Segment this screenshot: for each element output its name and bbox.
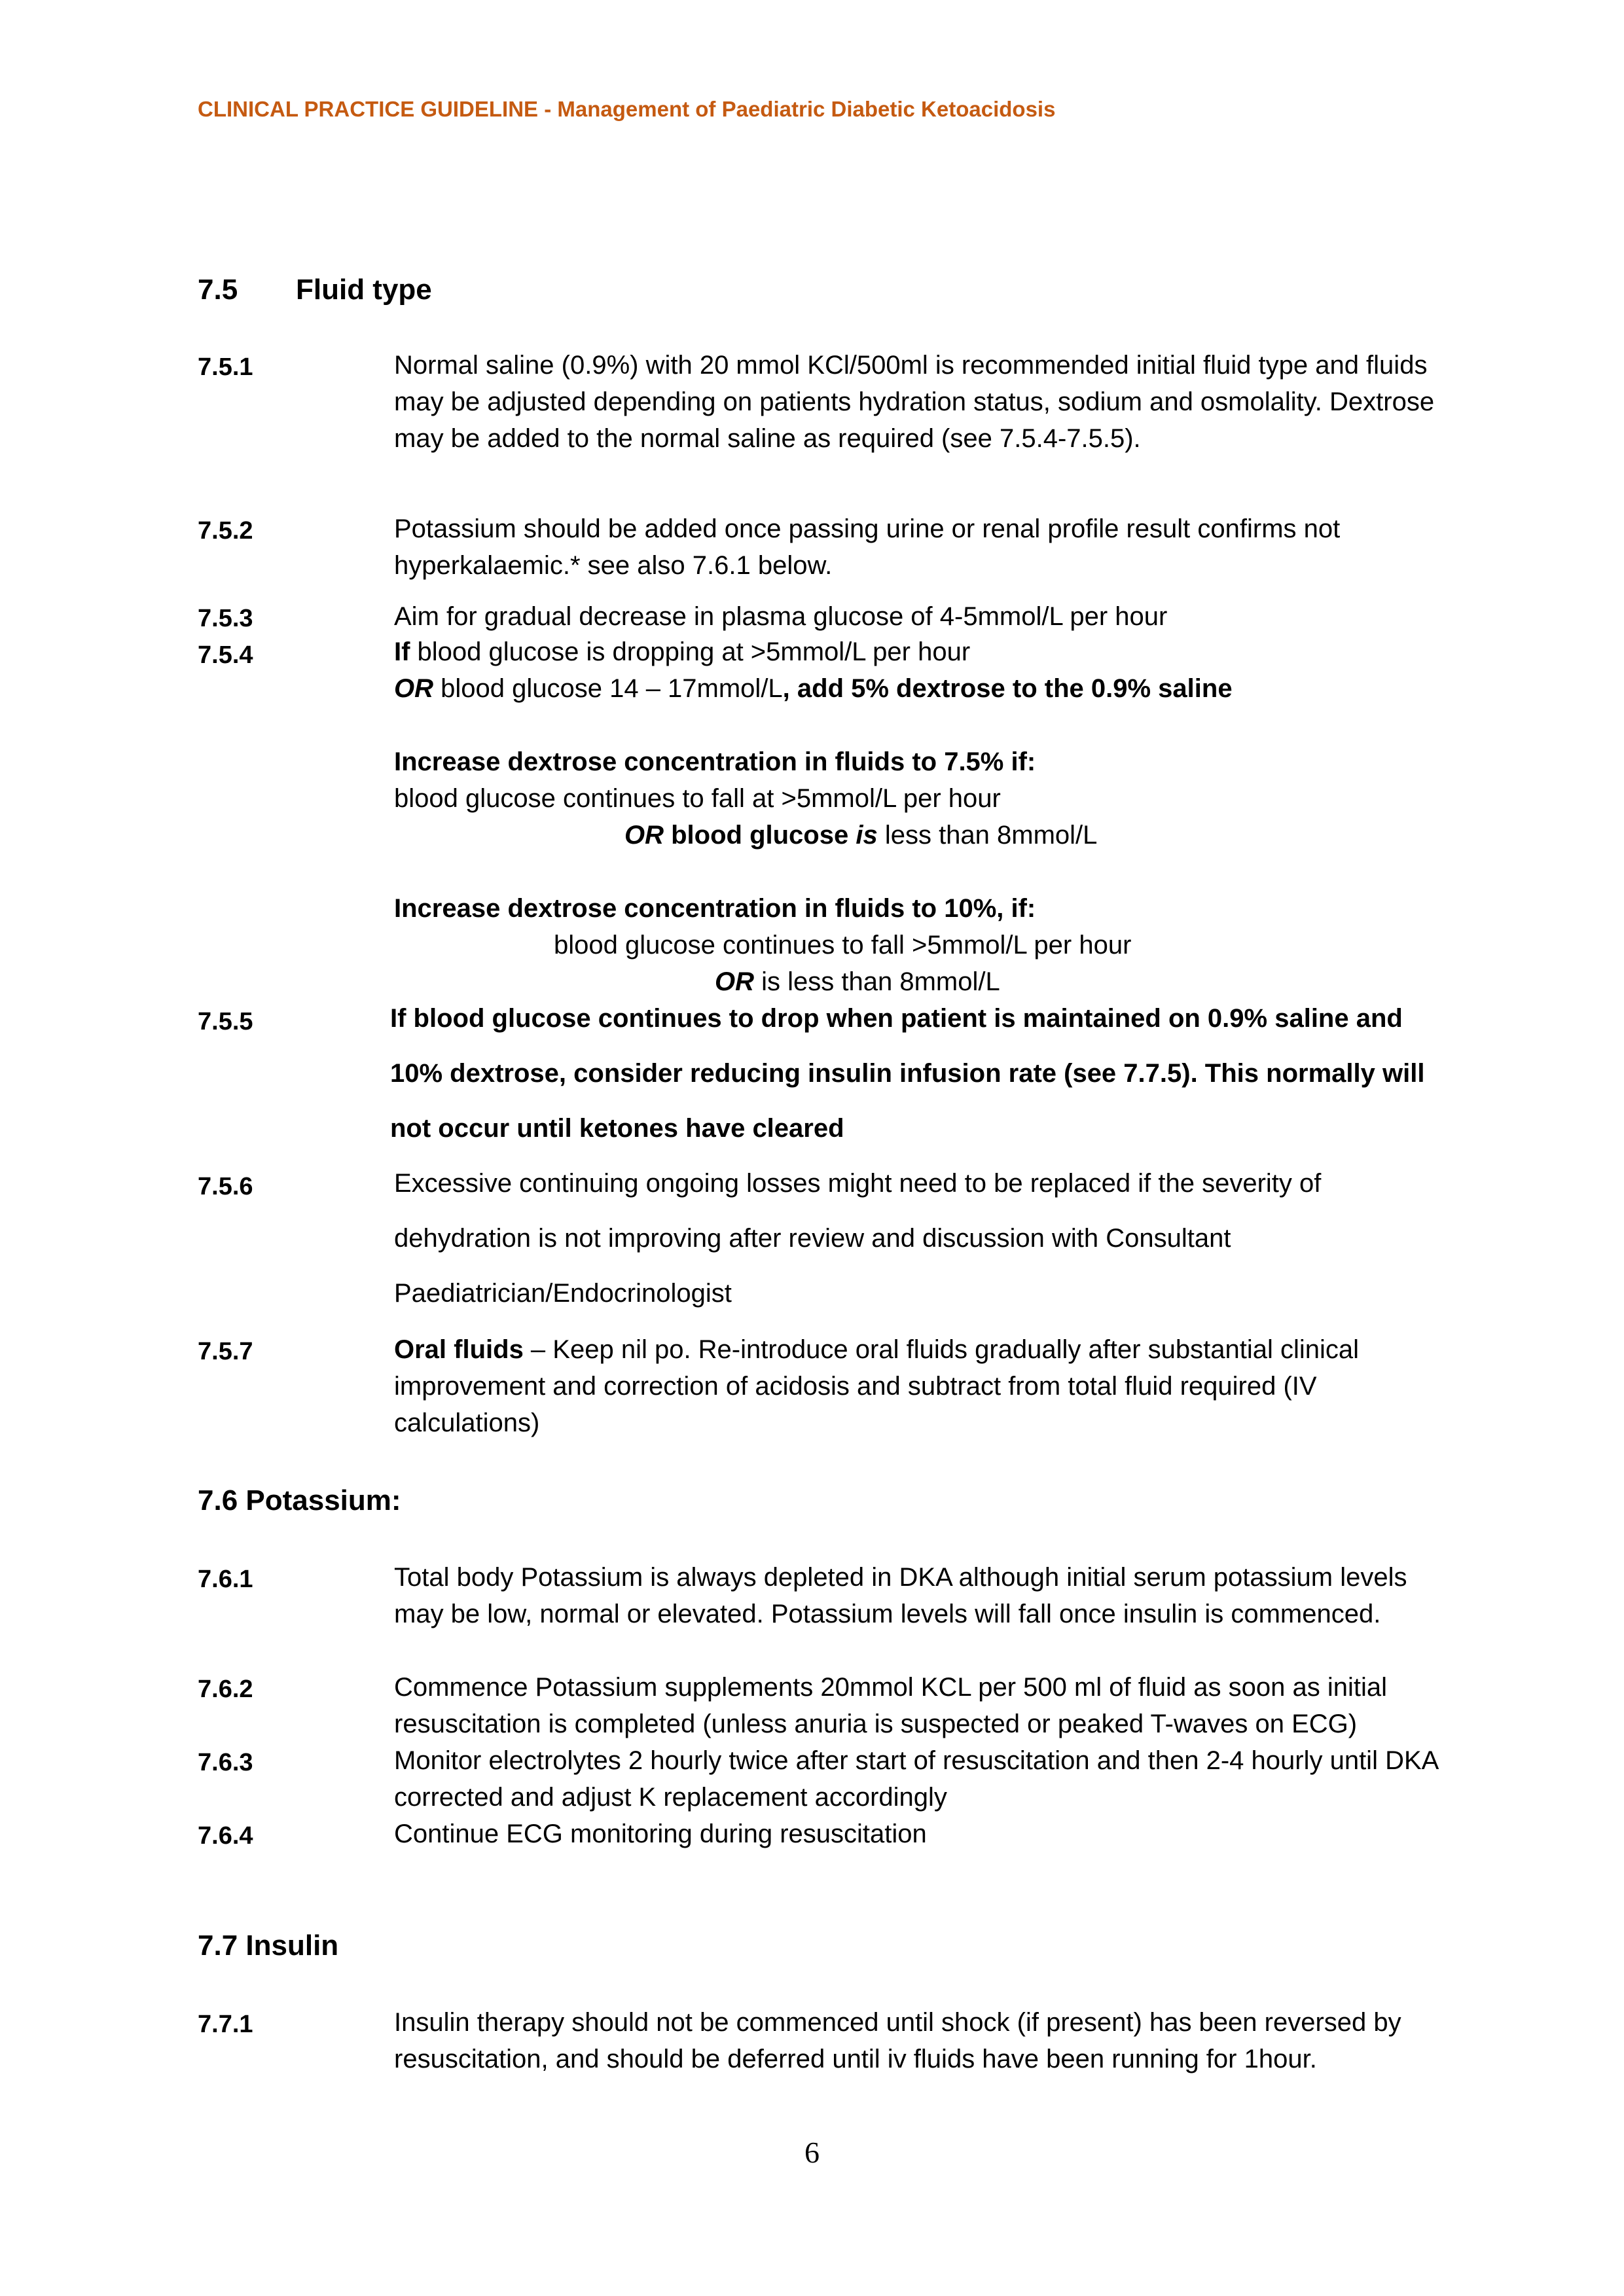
item-text-line: Paediatrician/Endocrinologist bbox=[394, 1279, 732, 1308]
item-number: 7.6.3 bbox=[198, 1749, 253, 1776]
item-text: Total body Potassium is always depleted in DKA although initial serum potassium levels may be low, normal or elevated. Potassium levels will fall once insulin is commenced. bbox=[394, 1563, 1407, 1628]
item-text-line: If blood glucose is dropping at >5mmol/L per hour bbox=[394, 637, 971, 666]
item-text-line: not occur until ketones have cleared bbox=[390, 1114, 844, 1143]
item-text-line: OR blood glucose is less than 8mmol/L bbox=[624, 821, 1098, 850]
section-number: 7.5 bbox=[198, 274, 238, 306]
item-text: Insulin therapy should not be commenced until shock (if present) has been reversed by resuscitation, and should be deferred until iv fluids have been running for 1hour. bbox=[394, 2008, 1401, 2073]
item-number: 7.5.7 bbox=[198, 1338, 253, 1365]
item-text-line: 10% dextrose, consider reducing insulin infusion rate (see 7.7.5). This normally will bbox=[390, 1059, 1425, 1088]
item-text: Commence Potassium supplements 20mmol KCL per 500 ml of fluid as soon as initial resuscitation is completed (unless anuria is suspected or peaked T-waves on ECG) bbox=[394, 1673, 1387, 1738]
item-number: 7.5.6 bbox=[198, 1173, 253, 1200]
item-text: Oral fluids – Keep nil po. Re-introduce oral fluids gradually after substantial clinical improvement and correction of acidosis and subtract from total fluid required (IV calculations) bbox=[394, 1335, 1360, 1437]
running-header: CLINICAL PRACTICE GUIDELINE - Management of Paediatric Diabetic Ketoacidosis bbox=[198, 97, 1056, 121]
item-number: 7.5.2 bbox=[198, 517, 253, 545]
item-text: Monitor electrolytes 2 hourly twice after start of resuscitation and then 2-4 hourly until DKA corrected and adjust K replacement accordingly bbox=[394, 1746, 1438, 1812]
item-text-line: blood glucose continues to fall at >5mmol/L per hour bbox=[394, 784, 1001, 813]
item-number: 7.5.1 bbox=[198, 353, 253, 381]
item-number: 7.5.5 bbox=[198, 1008, 253, 1035]
item-number: 7.6.1 bbox=[198, 1566, 253, 1593]
item-number: 7.6.2 bbox=[198, 1676, 253, 1703]
page-number: 6 bbox=[804, 2136, 820, 2169]
item-text-line: Excessive continuing ongoing losses might need to be replaced if the severity of bbox=[394, 1169, 1322, 1198]
subheading: Increase dextrose concentration in fluids to 10%, if: bbox=[394, 894, 1036, 923]
item-text: Continue ECG monitoring during resuscitation bbox=[394, 1820, 927, 1848]
item-number: 7.5.3 bbox=[198, 605, 253, 632]
section-7-6-heading: 7.6 Potassium: bbox=[198, 1484, 401, 1516]
item-text-line: If blood glucose continues to drop when patient is maintained on 0.9% saline and bbox=[390, 1004, 1403, 1033]
item-text-line: blood glucose continues to fall >5mmol/L per hour bbox=[554, 931, 1132, 960]
item-text: Potassium should be added once passing urine or renal profile result confirms not hyperkalaemic.* see also 7.6.1 below. bbox=[394, 514, 1341, 580]
item-text: Aim for gradual decrease in plasma glucose of 4-5mmol/L per hour bbox=[394, 602, 1168, 631]
item-number: 7.6.4 bbox=[198, 1822, 253, 1850]
section-7-5-heading bbox=[198, 274, 432, 306]
subheading: Increase dextrose concentration in fluids to 7.5% if: bbox=[394, 747, 1036, 776]
section-7-7-heading: 7.7 Insulin bbox=[198, 1929, 339, 1962]
item-text-line: dehydration is not improving after review and discussion with Consultant bbox=[394, 1224, 1231, 1253]
item-number: 7.7.1 bbox=[198, 2011, 253, 2038]
item-text-line: OR blood glucose 14 – 17mmol/L, add 5% dextrose to the 0.9% saline bbox=[394, 674, 1233, 703]
item-text: Normal saline (0.9%) with 20 mmol KCl/500ml is recommended initial fluid type and fluids may be adjusted depending on patients hydration status, sodium and osmolality. Dextrose may be added to the normal saline as required (see 7.5.4-7.5.5). bbox=[394, 351, 1435, 453]
section-title: Fluid type bbox=[296, 274, 432, 306]
item-text-line: OR is less than 8mmol/L bbox=[715, 967, 1000, 996]
item-number: 7.5.4 bbox=[198, 641, 253, 669]
